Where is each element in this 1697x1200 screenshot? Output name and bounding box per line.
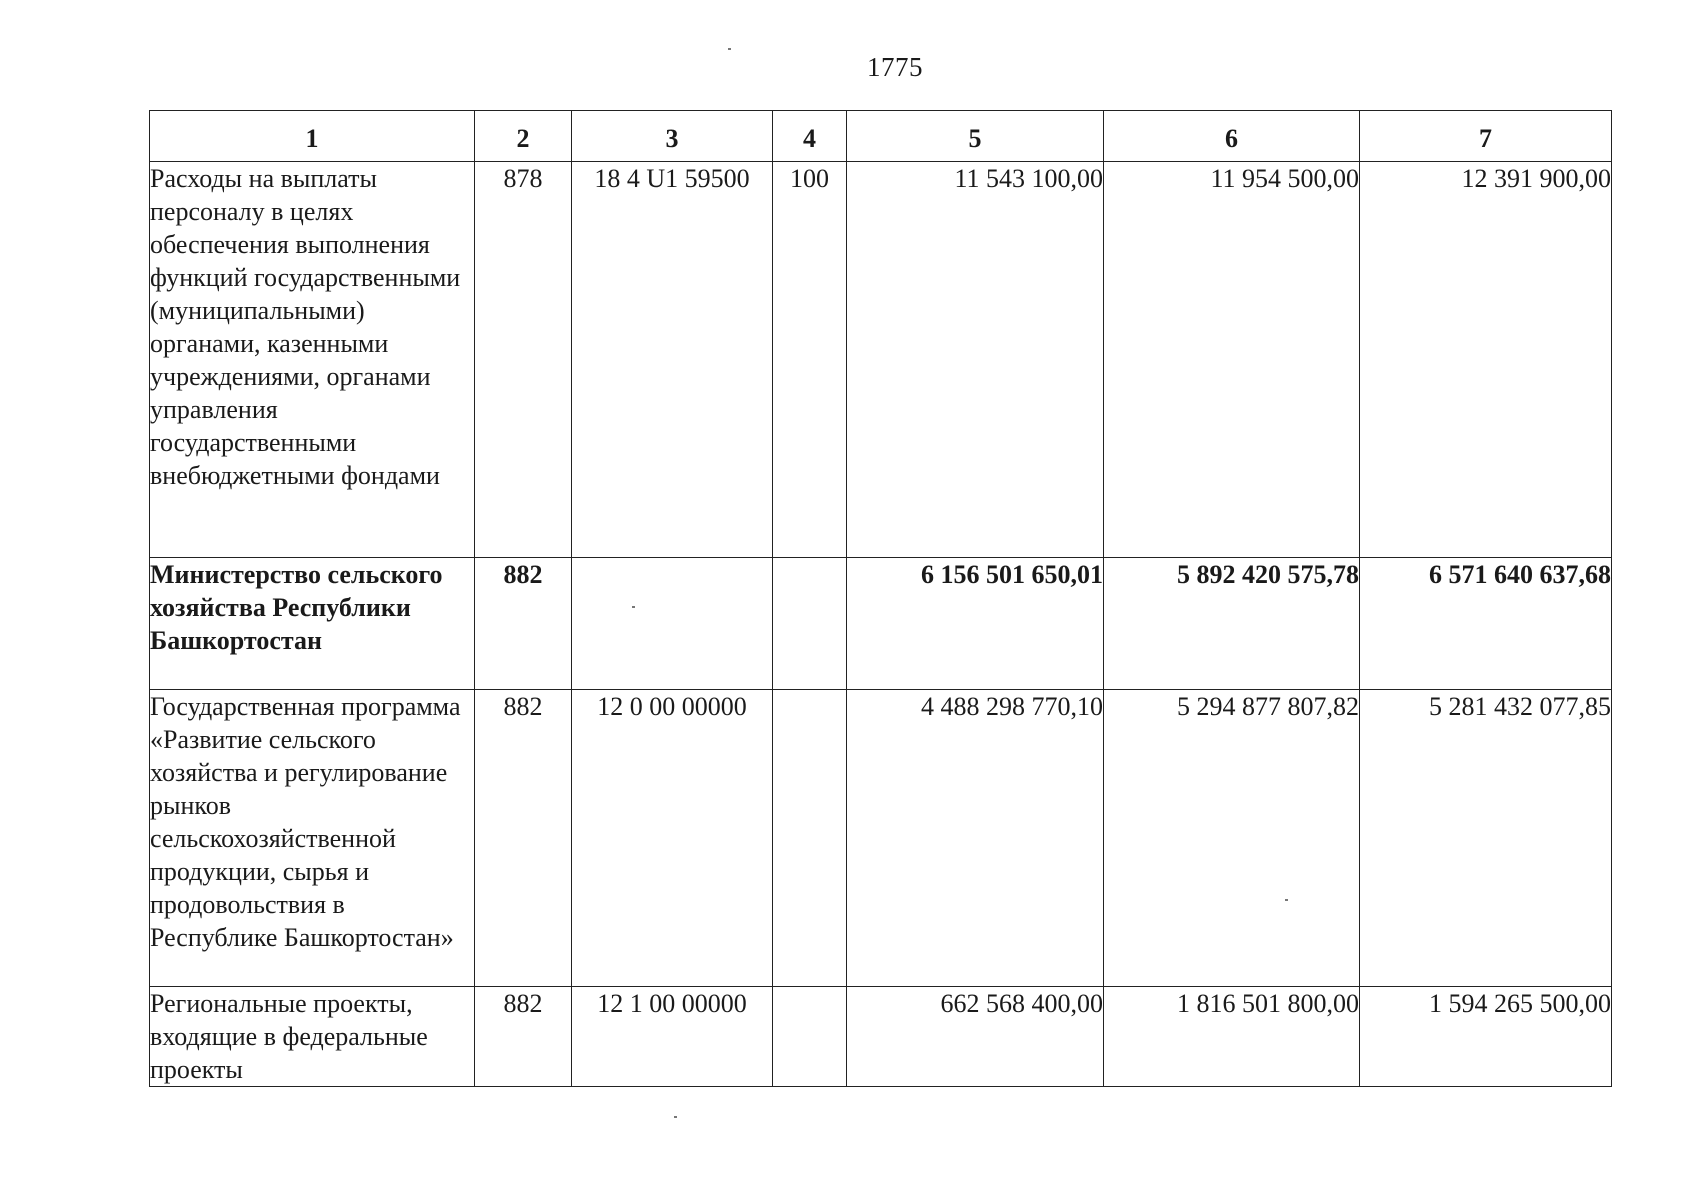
row-name: Министерство сельского хозяйства Республики Башкортостан [150,558,475,690]
row-col4 [773,690,847,987]
row-col5: 6 156 501 650,01 [847,558,1104,690]
row-name: Расходы на выплаты персоналу в целях обеспечения выполнения функций государственными (муниципальными) органами, казенными учреждениями, органами управления государственными внебюджетными фондами [150,162,475,558]
column-header-5: 5 [847,111,1104,162]
row-col4 [773,987,847,1087]
budget-table [149,110,1612,1087]
column-header-3: 3 [572,111,773,162]
column-header-6: 6 [1104,111,1360,162]
page-number: 1775 [867,52,923,82]
row-col2: 882 [475,690,572,987]
row-col5: 11 543 100,00 [847,162,1104,558]
row-col2: 878 [475,162,572,558]
row-col4 [773,558,847,690]
row-col3 [572,558,773,690]
row-col3: 18 4 U1 59500 [572,162,773,558]
table-row [150,162,1612,558]
column-header-2: 2 [475,111,572,162]
row-col6: 5 294 877 807,82 [1104,690,1360,987]
column-header-1: 1 [150,111,475,162]
row-col6: 11 954 500,00 [1104,162,1360,558]
row-col6: 5 892 420 575,78 [1104,558,1360,690]
row-col3: 12 0 00 00000 [572,690,773,987]
row-name: Государственная программа «Развитие сельского хозяйства и регулирование рынков сельскохозяйственной продукции, сырья и продовольствия в Республике Башкортостан» [150,690,475,987]
column-header-4: 4 [773,111,847,162]
row-col4: 100 [773,162,847,558]
row-name: Региональные проекты, входящие в федеральные проекты [150,987,475,1087]
row-col7: 1 594 265 500,00 [1360,987,1612,1087]
table-row [150,690,1612,987]
scan-speck [728,48,731,50]
row-col5: 662 568 400,00 [847,987,1104,1087]
column-header-7: 7 [1360,111,1612,162]
row-col7: 12 391 900,00 [1360,162,1612,558]
row-col3: 12 1 00 00000 [572,987,773,1087]
row-col7: 6 571 640 637,68 [1360,558,1612,690]
scan-speck [1285,899,1288,901]
row-col2: 882 [475,987,572,1087]
scan-speck [674,1116,677,1118]
table-row [150,987,1612,1087]
scan-speck [632,606,635,608]
row-col7: 5 281 432 077,85 [1360,690,1612,987]
row-col5: 4 488 298 770,10 [847,690,1104,987]
table-header-row [150,111,1612,162]
row-col2: 882 [475,558,572,690]
row-col6: 1 816 501 800,00 [1104,987,1360,1087]
table-row [150,558,1612,690]
